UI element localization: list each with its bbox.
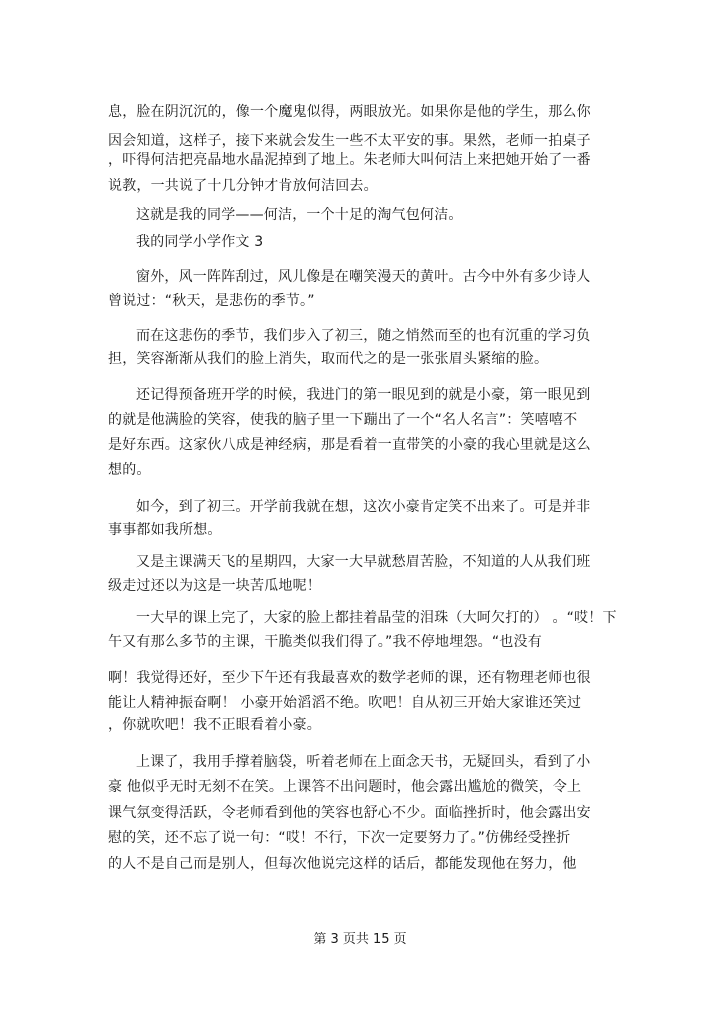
text-line: 如今，到了初三。开学前我就在想，这次小豪肯定笑不出来了。可是并非 <box>136 499 591 515</box>
text-line: 午又有那么多节的主课，干脆类似我们得了。”我不停地埋怨。“也没有 <box>108 634 542 650</box>
text-line: 事事都如我所想。 <box>108 522 222 538</box>
text-line: 课气氛变得活跃，令老师看到他的笑容也舒心不少。面临挫折时，他会露出安 <box>108 805 591 821</box>
text-line: 级走过还以为这是一块苦瓜地呢！ <box>108 578 321 594</box>
text-line: 想的。 <box>108 462 151 478</box>
text-line: 还记得预备班开学的时候，我进门的第一眼见到的就是小豪，第一眼见到 <box>136 387 591 403</box>
text-line: 又是主课满天飞的星期四，大家一大早就愁眉苦脸，不知道的人从我们班 <box>136 554 591 570</box>
text-line: 曾说过：“秋天，是悲伤的季节。” <box>108 293 315 309</box>
text-line: 慰的笑，还不忘了说一句：“哎！不行，下次一定要努力了。”仿佛经受挫折 <box>108 830 571 846</box>
text-line: 的就是他满脸的笑容，使我的脑子里一下蹦出了一个“名人名言”：笑嘻嘻不 <box>108 412 578 428</box>
page-number-footer: 第 3 页共 15 页 <box>313 932 407 947</box>
text-line: 一大早的课上完了，大家的脸上都挂着晶莹的泪珠（大呵欠打的） 。“哎！下 <box>136 610 617 626</box>
text-line: 的人不是自己而是别人，但每次他说完这样的话后，都能发现他在努力，他 <box>108 856 577 872</box>
text-line: 啊！我觉得还好，至少下午还有我最喜欢的数学老师的课，还有物理老师也很 <box>108 670 591 686</box>
text-line: 能让人精神振奋啊！ 小豪开始滔滔不绝。吹吧！自从初三开始大家谁还笑过 <box>108 695 582 711</box>
text-line: 豪 他似乎无时无刻不在笑。上课答不出问题时，他会露出尴尬的微笑，令上 <box>108 779 582 795</box>
text-line: 说教，一共说了十几分钟才肯放何洁回去。 <box>108 178 378 194</box>
text-line: 是好东西。这家伙八成是神经病，那是看着一直带笑的小豪的我心里就是这么 <box>108 437 591 453</box>
text-line: 窗外，风一阵阵刮过，风儿像是在嘲笑漫天的黄叶。古今中外有多少诗人 <box>136 269 591 285</box>
text-line: ，你就吹吧！我不正眼看着小豪。 <box>108 717 321 733</box>
text-line: 这就是我的同学——何洁，一个十足的淘气包何洁。 <box>136 207 463 223</box>
text-line: 因会知道，这样子，接下来就会发生一些不太平安的事。果然，老师一拍桌子 <box>108 133 591 149</box>
text-line: ，吓得何洁把亮晶地水晶泥掉到了地上。朱老师大叫何洁上来把她开始了一番 <box>108 152 591 168</box>
section-title-text: 我的同学小学作文 3 <box>136 234 264 250</box>
text-line: 上课了，我用手撑着脑袋，听着老师在上面念天书，无疑回头，看到了小 <box>136 754 591 770</box>
text-line: 担，笑容渐渐从我们的脸上消失，取而代之的是一张张眉头紧缩的脸。 <box>108 351 549 367</box>
text-line: 息，脸在阴沉沉的，像一个魔鬼似得，两眼放光。如果你是他的学生，那么你 <box>108 104 591 120</box>
text-line: 而在这悲伤的季节，我们步入了初三，随之悄然而至的也有沉重的学习负 <box>136 328 591 344</box>
